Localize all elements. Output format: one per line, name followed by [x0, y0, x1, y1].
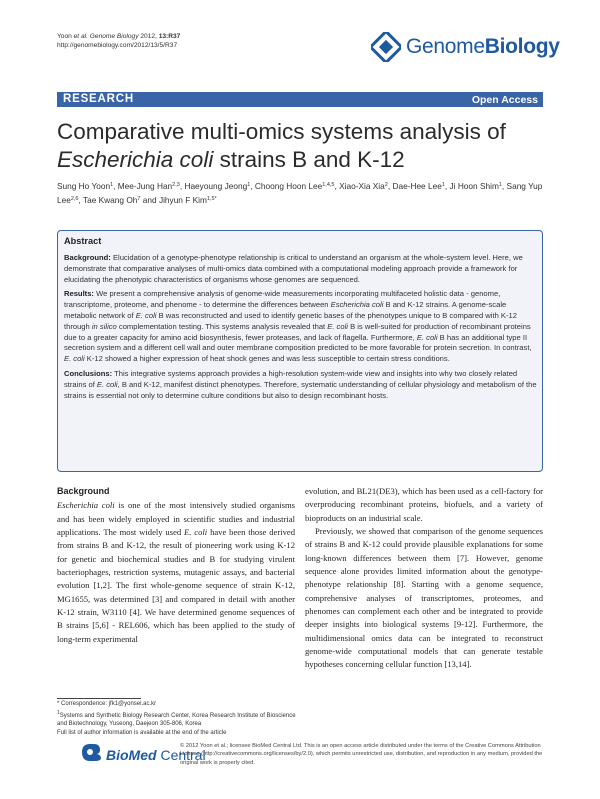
author-name: Dae-Hee Lee$^1$ [392, 181, 445, 191]
license-text: © 2012 Yoon et al.; licensee BioMed Central Ltd. This is an open access article distributed under the terms of the Creative Commons Attribution License (http://creativecommons.org/licenses/by/2.0), which permits unrestricted use, distribution, and reproduction in any medium, provided the original work is properly cited. [180, 743, 543, 766]
affiliation-note: $^1$Systems and Synthetic Biology Research Center, Korea Research Institute of Bioscience and Biotechnology, Yuseong, Daejeon 305-806, Korea [57, 709, 296, 727]
section-banner [57, 92, 543, 107]
author-name: Sang Yup Lee$^{2,6}$ [57, 181, 543, 205]
author-name: Sung Ho Yoon$^1$ [57, 181, 114, 191]
abstract-heading: Abstract [64, 236, 102, 246]
body-paragraph: evolution, and BL21(DE3), which has been used as a cell-factory for overproducing recombinant proteins, biofuels, and a variety of bioproducts on an industrial scale. [305, 486, 543, 523]
citation-line: Yoon et al. Genome Biology 2012, 13:R37 [57, 33, 181, 40]
biomed-central-logo-icon [80, 742, 102, 767]
abstract-conclusions: Conclusions: This integrative systems approach provides a high-resolution system-wide view and insights into why two closely related strains of E. coli, B and K-12, manifest distinct phenotypes. Therefore, systematic understanding of cellular physiology and metabolism of the strains is essential not only to determine culture conditions but also to design recombinant hosts. [64, 368, 537, 400]
body-column-left [57, 485, 295, 646]
correspondence-note: * Correspondence: jfk1@yonsei.ac.kr [57, 701, 157, 707]
open-access-label: Open Access [471, 93, 538, 106]
genome-biology-logo-icon [371, 32, 401, 62]
author-list: Sung Ho Yoon$^1$, Mee-Jung Han$^{2,3}$, Haeyoung Jeong$^1$, Choong Hoon Lee$^{1,4,5}$, Xiao-Xia Xia$^2$, Dae-Hee Lee$^1$, Ji Hoon Shim$^1$, Sang Yup Lee$^{2,6}$, Tae Kwang Oh$^7$ and Jihyun F Kim$^{1,5*}$ [57, 181, 543, 205]
author-name: Jihyun F Kim$^{1,5*}$ [158, 194, 217, 205]
title-line-1: Comparative multi-omics systems analysis of [57, 119, 506, 144]
article-type: RESEARCH [63, 93, 134, 105]
journal-name: GenomeBiology [406, 35, 560, 58]
author-name: Haeyoung Jeong$^1$ [184, 181, 251, 191]
background-heading: Background [57, 486, 110, 496]
body-paragraph: Previously, we showed that comparison of the genome sequences of strains B and K-12 could provide plausible explanations for some long-known differences between them [7]. However, genome sequence alone provides limited information about the genotype-phenotype relationship [8]. Starting with a genome sequence, comprehensive analyses of transcriptomes, proteomes, and phenomes can complement each other and be integrated to provide deeper insights into biological systems [9-12]. Furthermore, the multidimensional omics data can be integrated to reconstruct genome-wide computational models that can generate testable hypotheses concerning cellular function [13,14]. [305, 526, 543, 670]
author-name: Ji Hoon Shim$^1$ [449, 181, 502, 191]
abstract-body [64, 253, 537, 405]
body-paragraph: Escherichia coli is one of the most intensively studied organisms and has been widely employed in scientific studies and industrial applications. The most widely used E. coli have been those derived from strains B and K-12, the result of pioneering work using K-12 for genetic and biochemical studies and B for studying virulent bacteriophages, restriction systems, mutagenic assays, and bacterial evolution [1,2]. The first whole-genome sequence of strain K-12, MG1655, was determined [3] and compared in detail with another K-12 strain, W3110 [4]. We have determined genome sequences of B strains [5,6] - REL606, which has been applied to the study of long-term experimental [57, 500, 296, 644]
title-line-2: Escherichia coli strains B and K-12 [57, 147, 405, 172]
footnotes [57, 700, 297, 737]
abstract-background: Background: Elucidation of a genotype-phenotype relationship is critical to understand an organism at the whole-system level. Here, we demonstrate that comparative analyses of multi-omics data combined with a computational modeling approach provide a framework for elucidating the phenotypic characteristics of organisms whose genomes are sequenced. [64, 253, 523, 284]
journal-logo[interactable] [371, 30, 560, 64]
header-citation [57, 32, 180, 50]
article-url[interactable]: http://genomebiology.com/2012/13/5/R37 [57, 42, 178, 49]
author-name: Mee-Jung Han$^{2,3}$ [117, 181, 180, 191]
author-name: Xiao-Xia Xia$^2$ [339, 181, 388, 191]
author-name: Tae Kwang Oh$^7$ [82, 194, 141, 205]
article-title [57, 118, 547, 174]
author-name: Choong Hoon Lee$^{1,4,5}$ [254, 181, 335, 191]
abstract-results: Results: We present a comprehensive analysis of genome-wide measurements incorporating multifaceted holistic data - genome, transcriptome, proteome, and phenome - to determine the differences between Escherichia coli B and K-12 strains. A genome-scale metabolic network of E. coli B was reconstructed and used to identify genetic bases of the phenotypes unique to B compared with K-12 through in silico complementation testing. This systems analysis revealed that E. coli B is well-suited for production of recombinant proteins due to a greater capacity for amino acid biosynthesis, fewer proteases, and lack of flagella. Furthermore, E. coli B has an additional type II secretion system and a different cell wall and outer membrane composition predicted to be more favorable for protein secretion. In contrast, E. coli K-12 showed a higher expression of heat shock genes and was less susceptible to certain stress conditions. [64, 289, 532, 364]
publisher-name: BioMed Central [106, 746, 206, 763]
footnote-divider [57, 698, 141, 699]
author-info-note: Full list of author information is available at the end of the article [57, 729, 227, 736]
abstract-box [57, 230, 543, 472]
body-column-right [305, 485, 543, 672]
